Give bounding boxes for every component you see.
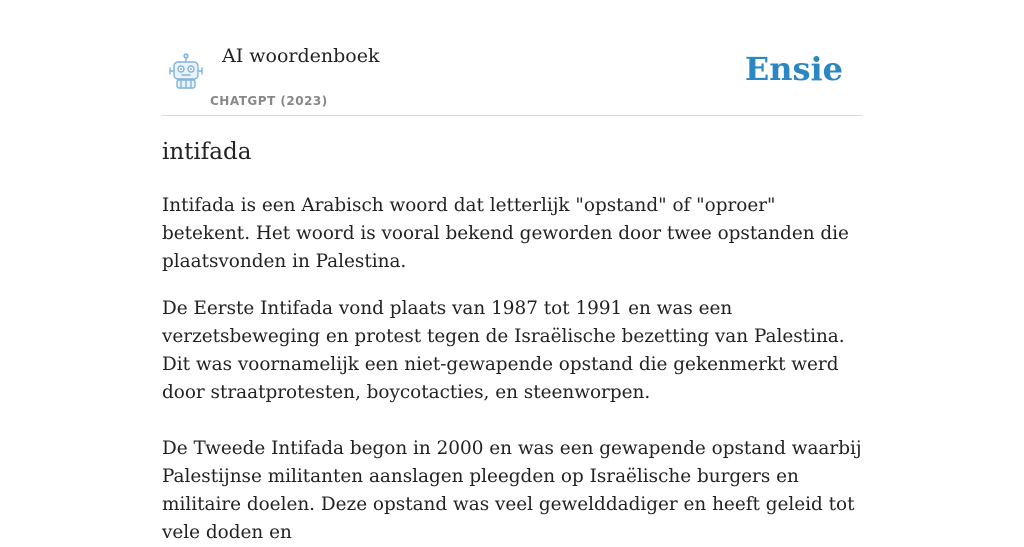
definition-paragraph: De Eerste Intifada vond plaats van 1987 tot 1991 en was een verzetsbeweging en protest tegen de Israëlische bezetting van Palestina. Dit was voornamelijk een niet-gewapende opstand die gekenmerkt werd door straatprotesten, boycotacties, en steenworpen. (162, 298, 845, 403)
dictionary-title[interactable]: AI woordenboek (222, 45, 380, 67)
header (162, 0, 862, 116)
entry-definition (162, 192, 862, 547)
dictionary-author: CHATGPT (2023) (210, 94, 328, 108)
entry-headword: intifada (162, 139, 252, 165)
site-logo[interactable]: Ensie (744, 50, 843, 88)
definition-paragraph: De Tweede Intifada begon in 2000 en was een gewapende opstand waarbij Palestijnse militanten aanslagen pleegden op Israëlische burgers en militaire doelen. Deze opstand was veel gewelddadiger en heeft geleid tot vele doden en (162, 438, 862, 543)
definition-paragraph: Intifada is een Arabisch woord dat letterlijk "opstand" of "oproer" betekent. Het woord is vooral bekend geworden door twee opstanden die plaatsvonden in Palestina. (162, 195, 849, 272)
robot-icon (167, 53, 205, 89)
